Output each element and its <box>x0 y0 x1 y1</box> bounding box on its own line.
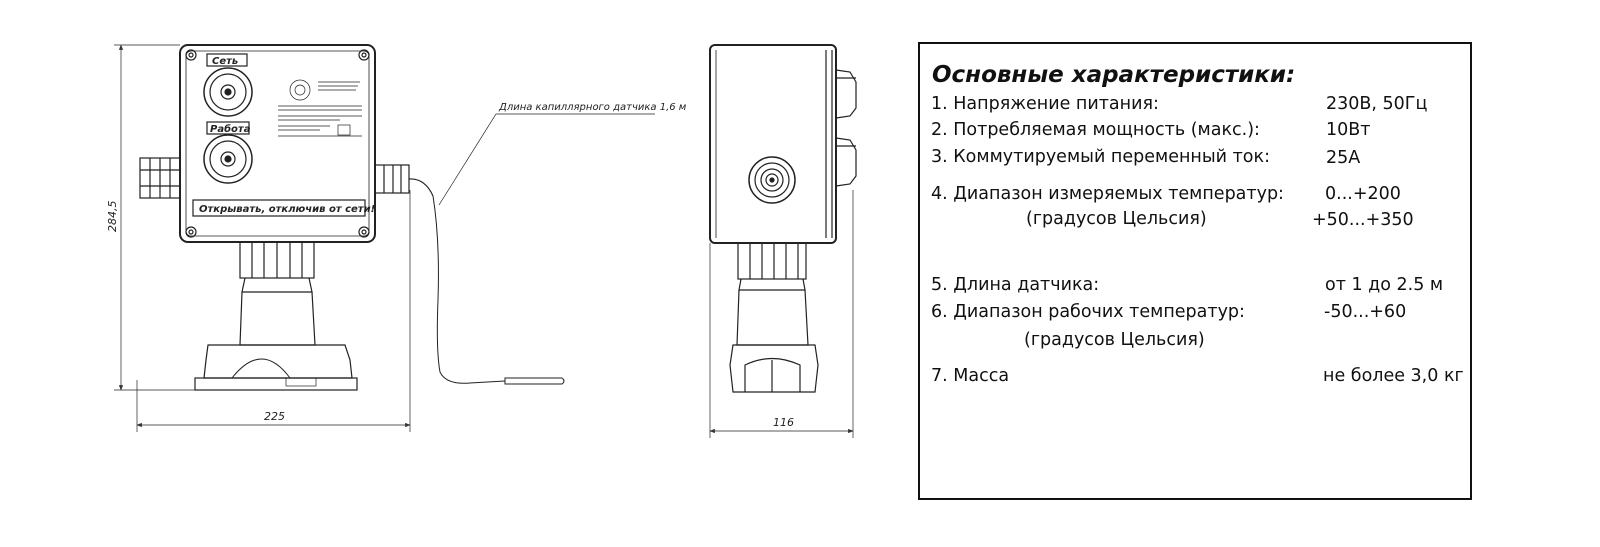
spec-value-7: не более 3,0 кг <box>1323 366 1464 386</box>
spec-panel <box>918 42 1472 500</box>
front-mount-bracket <box>195 242 357 390</box>
dim-height-label: 284,5 <box>106 200 119 232</box>
work-indicator-icon <box>204 135 252 183</box>
spec-label-5: 5. Длина датчика: <box>931 275 1100 295</box>
dim-width-label: 225 <box>264 410 285 423</box>
spec-label-7: 7. Масса <box>931 366 1010 386</box>
power-label: Сеть <box>212 56 239 67</box>
spec-label-2: 2. Потребляемая мощность (макс.): <box>931 120 1260 140</box>
spec-value-4: 0...+200 <box>1325 184 1401 204</box>
spec-label-1: 1. Напряжение питания: <box>931 94 1159 114</box>
side-cable-gland-icon <box>749 157 795 203</box>
left-cable-gland <box>140 158 180 198</box>
dim-side-label: 116 <box>773 416 794 429</box>
capillary-callout: Длина капиллярного датчика 1,6 м <box>499 102 687 113</box>
side-mount-bracket <box>730 243 818 392</box>
work-label: Работа <box>210 124 251 135</box>
power-indicator-icon <box>204 68 252 116</box>
capillary-sensor <box>433 114 655 384</box>
side-knobs <box>836 70 856 186</box>
spec-title: Основные характеристики: <box>932 62 1296 88</box>
spec-sublabel-6: (градусов Цельсия) <box>1024 330 1205 350</box>
nameplate <box>278 80 362 136</box>
spec-value-2: 10Вт <box>1326 120 1371 140</box>
spec-value-1: 230В, 50Гц <box>1326 94 1428 114</box>
side-view <box>710 45 856 438</box>
spec-value2-4: +50...+350 <box>1312 210 1414 230</box>
enclosure-side <box>710 45 836 243</box>
spec-sublabel-4: (градусов Цельсия) <box>1026 209 1207 229</box>
dim-height-284 <box>114 45 195 390</box>
spec-value-3: 25А <box>1326 148 1361 168</box>
right-cable-gland <box>375 165 433 196</box>
spec-label-6: 6. Диапазон рабочих температур: <box>931 302 1245 322</box>
spec-label-3: 3. Коммутируемый переменный ток: <box>931 147 1270 167</box>
spec-value-6: -50...+60 <box>1324 302 1407 322</box>
spec-value-5: от 1 до 2.5 м <box>1325 275 1444 295</box>
spec-label-4: 4. Диапазон измеряемых температур: <box>931 184 1284 204</box>
warning-label: Открывать, отключив от сети! <box>199 204 376 215</box>
